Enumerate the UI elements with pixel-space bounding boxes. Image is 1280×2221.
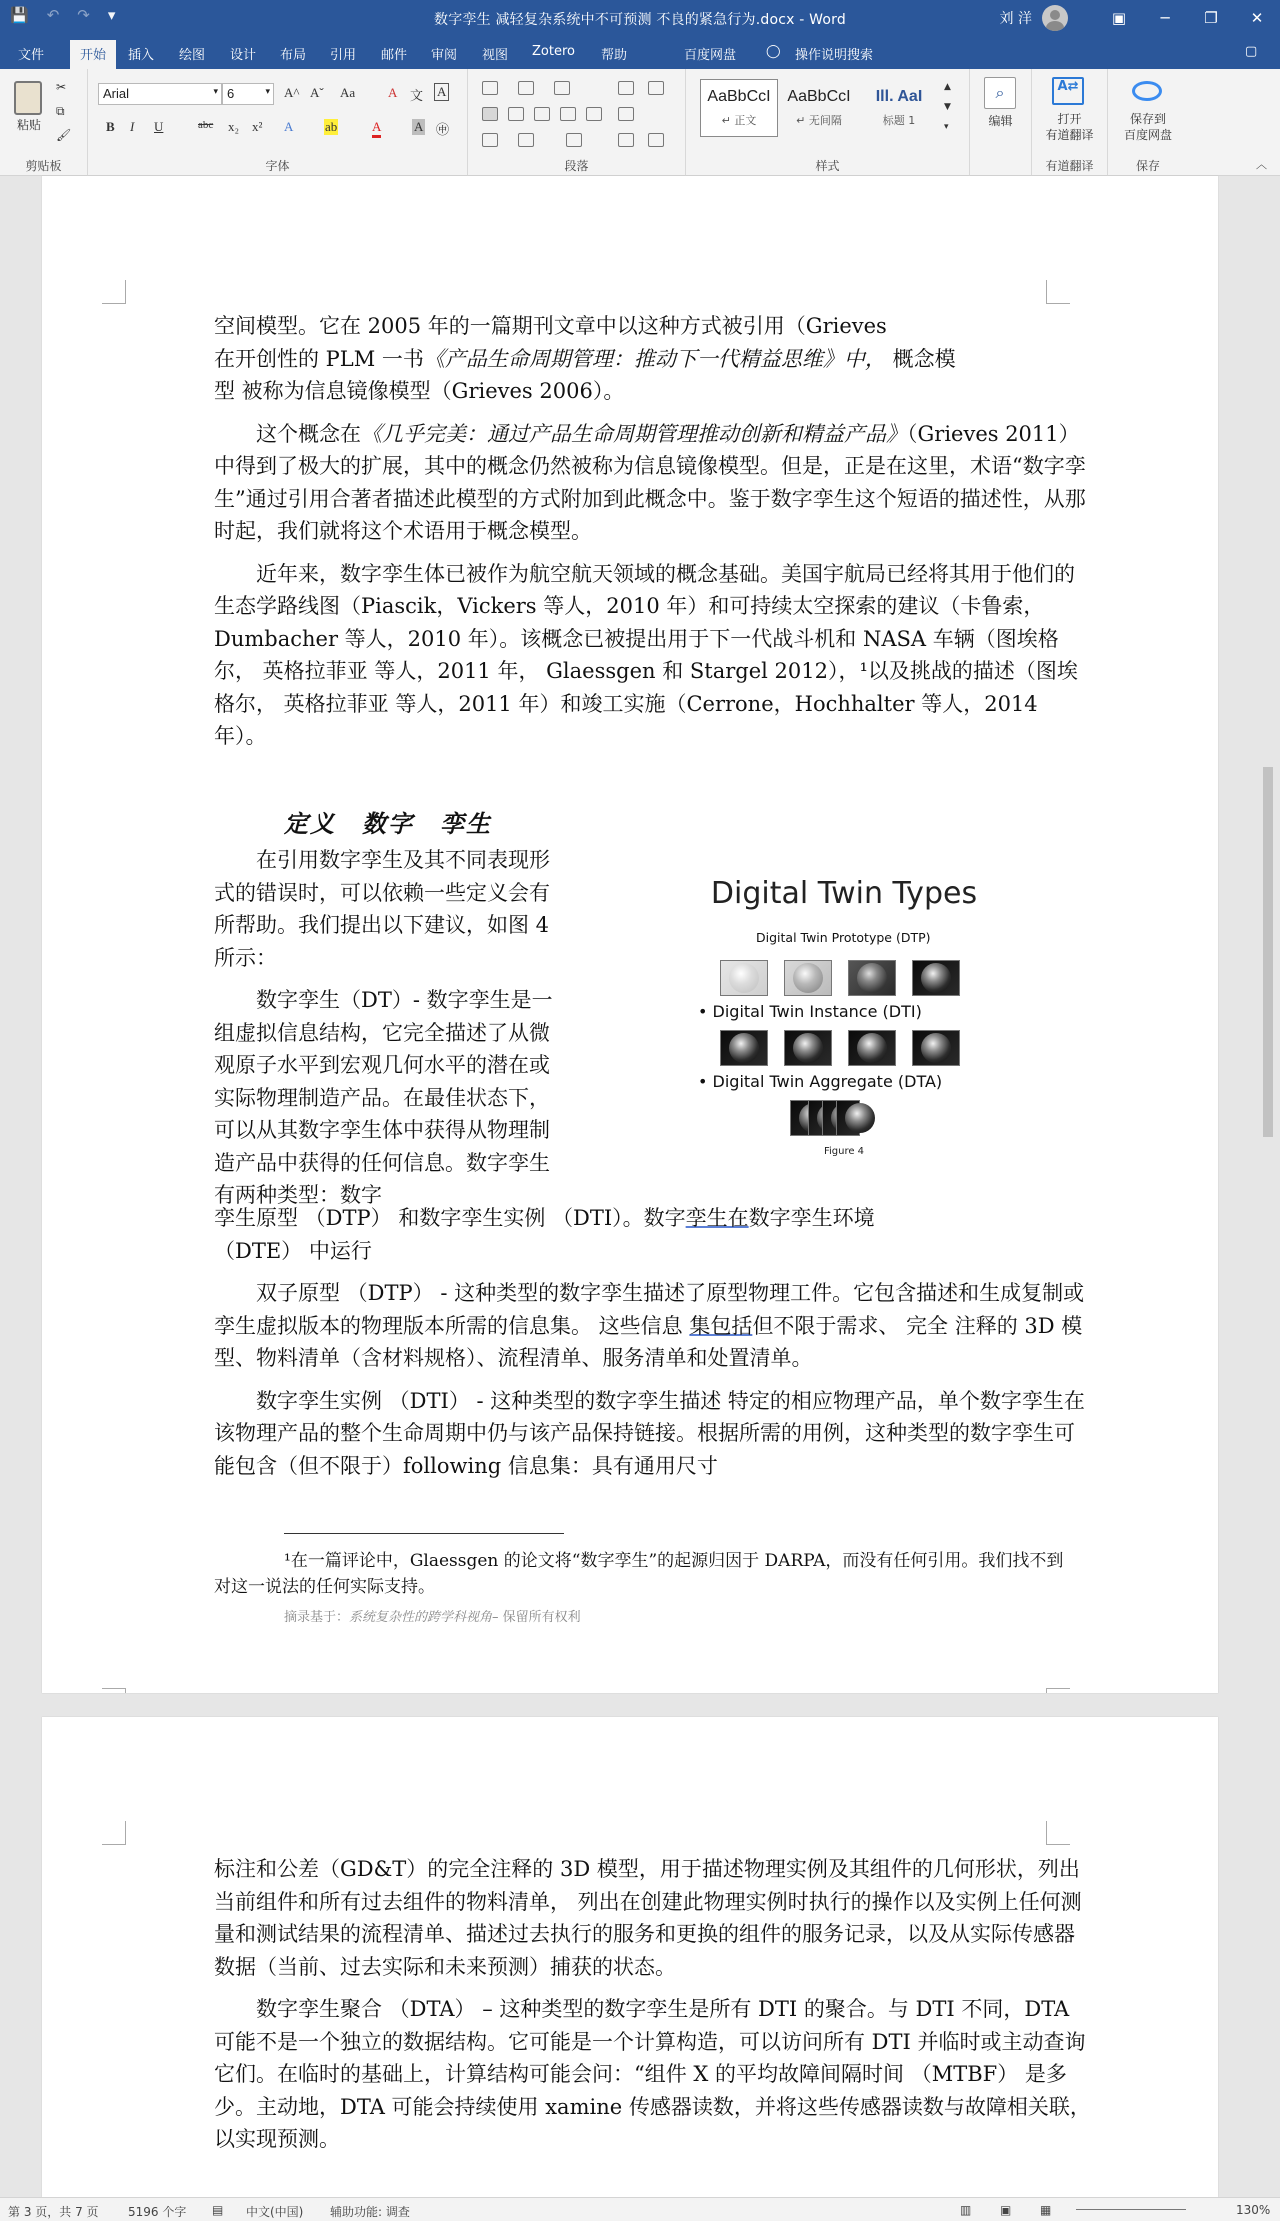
- body-text: [214, 310, 1094, 763]
- grow-font-icon[interactable]: A^: [284, 85, 300, 100]
- tab-view[interactable]: 视图: [482, 48, 509, 63]
- find-icon[interactable]: ⌕: [984, 77, 1016, 109]
- digital-twin-orb-image: [912, 1030, 960, 1066]
- paragraph: 数字孪生（DT）- 数字孪生是一组虚拟信息结构，它完全描述了从微观原子水平到宏观几何水平的潜在或实际物理制造产品。在最佳状态下，可以从其数字孪生体中获得从物理制造产品中获得的任何信息。数字孪生有两种类型：数字: [214, 988, 553, 1207]
- editing-button[interactable]: 编辑: [988, 114, 1013, 128]
- digital-twin-orb-image: [912, 960, 960, 996]
- tab-insert[interactable]: 插入: [128, 48, 155, 63]
- char-border-icon[interactable]: A: [434, 83, 449, 101]
- tab-design[interactable]: 设计: [230, 48, 257, 63]
- style-heading-1[interactable]: [860, 79, 938, 137]
- shading-icon[interactable]: [482, 133, 498, 147]
- web-layout-icon[interactable]: ▦: [1040, 2203, 1052, 2217]
- paste-button[interactable]: 粘贴: [16, 118, 41, 132]
- restore-icon[interactable]: ❐: [1204, 9, 1218, 27]
- sort-icon[interactable]: [618, 133, 634, 147]
- char-shading-icon[interactable]: A: [414, 119, 424, 134]
- close-icon[interactable]: ✕: [1250, 9, 1264, 27]
- bold-button[interactable]: B: [106, 119, 115, 134]
- tab-references[interactable]: 引用: [330, 48, 357, 63]
- superscript-button[interactable]: x²: [252, 119, 263, 134]
- accessibility-status[interactable]: 辅助功能: 调查: [330, 2205, 410, 2219]
- style-sample: AaBbCcI: [787, 88, 851, 105]
- phonetic-guide-icon[interactable]: 文: [410, 88, 424, 103]
- clipboard-group: [0, 69, 88, 176]
- text-run: 孪生原型 （DTP） 和数字孪生实例 （DTI）。数字: [214, 1206, 686, 1230]
- youdao-label: 有道翻译: [1045, 159, 1094, 173]
- digital-twin-orb-image: [848, 1030, 896, 1066]
- paragraph: [214, 418, 1094, 548]
- text-run: 数字孪生环境: [748, 1206, 875, 1230]
- style-no-spacing[interactable]: [780, 79, 858, 137]
- paragraph: 数字孪生实例 （DTI） - 这种类型的数字孪生描述 特定的相应物理产品，单个数字孪生在该物理产品的整个生命周期中仍与该产品保持链接。根据所需的用例，这种类型的数字孪生可能包含（但不限于）following 信息集：具有通用尺寸: [214, 1388, 1085, 1478]
- grammar-flag[interactable]: 孪生在: [685, 1206, 749, 1230]
- baidu-save-label: 保存: [1135, 159, 1160, 173]
- paragraph: [214, 1277, 1094, 1375]
- excerpt-prefix: 摘录基于：: [284, 1610, 350, 1625]
- digital-twin-orb-image: [836, 1100, 860, 1136]
- crop-mark: [102, 1821, 126, 1845]
- paragraph: [214, 310, 1094, 408]
- tab-baidu[interactable]: 百度网盘: [684, 48, 737, 63]
- tab-zotero[interactable]: Zotero: [532, 44, 575, 59]
- paragraph-group: [468, 69, 686, 176]
- styles-scroll-up-icon[interactable]: ▲: [944, 82, 951, 92]
- body-text: [214, 1853, 1094, 2166]
- styles-label: 样式: [815, 159, 840, 173]
- font-color-icon[interactable]: A: [372, 119, 381, 138]
- text-line: 空间模型。它在 2005 年的一篇期刊文章中以这种方式被引用（Grieves: [214, 314, 887, 338]
- footnote-separator: [284, 1533, 564, 1534]
- excerpt-source: 系统复杂性的跨学科视角: [349, 1610, 493, 1625]
- paragraph-label: 段落: [564, 159, 589, 173]
- decrease-indent-icon[interactable]: [618, 81, 634, 95]
- strikethrough-button[interactable]: abc: [198, 119, 214, 131]
- tab-file[interactable]: 文件: [18, 48, 45, 63]
- undo-icon[interactable]: ↶: [46, 6, 60, 24]
- italic-button[interactable]: I: [130, 119, 135, 134]
- highlight-icon[interactable]: ab: [325, 119, 338, 134]
- youdao-open-button[interactable]: 打开 有道翻译: [1045, 112, 1094, 142]
- paragraph: 近年来，数字孪生体已被作为航空航天领域的概念基础。美国宇航局已经将其用于他们的生态学路线图（Piascik，Vickers 等人，2010 年）和可持续太空探索的建议（卡鲁索， Dumbacher 等人，2010 年）。该概念已被提出用于下一代战斗机和 NASA 车辆（图埃格尔， 英格拉菲亚 等人，2011 年， Glaessgen 和 Stargel 2012），¹以及挑战的描述（图埃格尔， 英格拉菲亚 等人，2011 年）和竣工实施（Cerrone，Hochhalter 等人，2014 年）。: [214, 561, 1078, 748]
- share-icon[interactable]: ▢: [1245, 44, 1258, 59]
- line-spacing-icon[interactable]: [618, 107, 634, 121]
- format-painter-icon[interactable]: 🖌: [56, 128, 72, 142]
- change-case-icon[interactable]: Aa: [340, 85, 356, 100]
- text-line: 在开创性的 PLM 一书: [214, 346, 424, 371]
- figure-caption: Figure 4: [823, 1146, 865, 1157]
- text-run: （DTE） 中运行: [214, 1238, 372, 1263]
- page-count[interactable]: 第 3 页，共 7 页: [8, 2205, 99, 2219]
- crop-mark: [102, 280, 126, 304]
- language-indicator[interactable]: 中文(中国): [246, 2205, 304, 2219]
- print-layout-icon[interactable]: ▣: [1000, 2203, 1012, 2217]
- tab-draw[interactable]: 绘图: [179, 48, 206, 63]
- cut-icon[interactable]: ✂: [56, 80, 67, 94]
- editing-group: [970, 69, 1032, 176]
- tab-mailings[interactable]: 邮件: [381, 48, 408, 63]
- enclose-char-icon[interactable]: ㊥: [436, 122, 450, 137]
- paragraph: [214, 1202, 1094, 1267]
- text-run: 双子原型 （DTP） - 这种类型的数字孪生描述了原型物理工件。它包含描述和生成复制或孪生虚拟版本的物理版本所需的信息集。 这些信息: [214, 1281, 1085, 1338]
- increase-indent-icon[interactable]: [648, 81, 664, 95]
- font-size-value: 6: [227, 86, 235, 101]
- crop-mark: [1046, 1688, 1070, 1693]
- user-name[interactable]: 刘 洋: [999, 11, 1032, 27]
- chinese-layout-icon[interactable]: [566, 133, 582, 147]
- paragraph: 数字孪生聚合 （DTA） – 这种类型的数字孪生是所有 DTI 的聚合。与 DTI 不同，DTA 可能不是一个独立的数据结构。它可能是一个计算构造，可以访问所有 DTI 并临时或主动查询它们。在临时的基础上，计算结构可能会问：“组件 X 的平均故障间隔时间 （MTBF） 是多少。主动地，DTA 可能会持续使用 xamine 传感器读数，并将这些传感器读数与故障相关联，以实现预测。: [214, 1997, 1091, 2151]
- figure-dti-label: • Digital Twin Instance (DTI): [698, 1002, 922, 1021]
- body-text-column: [214, 844, 566, 1212]
- ribbon-display-icon[interactable]: ▣: [1111, 9, 1127, 27]
- book-title: 《产品生命周期管理：推动下一代精益思维》中，: [423, 346, 886, 371]
- body-text: [214, 1202, 1094, 1492]
- vertical-scrollbar[interactable]: [1262, 180, 1276, 2190]
- title-bar: [0, 0, 1280, 36]
- tab-help[interactable]: 帮助: [601, 48, 628, 63]
- book-title: 《几乎完美：通过产品生命周期管理推动创新和精益产品》: [361, 421, 907, 446]
- baidu-save-group: [1108, 69, 1188, 176]
- zoom-level[interactable]: 130%: [1236, 2203, 1271, 2217]
- style-sample: Ill. AaI: [875, 88, 923, 105]
- copy-icon[interactable]: ⧉: [56, 104, 65, 118]
- tab-layout[interactable]: 布局: [280, 48, 307, 63]
- digital-twin-orb-image: [720, 1030, 768, 1066]
- style-name: ↵ 正文: [721, 114, 757, 127]
- crop-mark: [1046, 1821, 1070, 1845]
- baidu-save-button[interactable]: 保存到 百度网盘: [1123, 112, 1172, 142]
- lightbulb-icon: ◯: [766, 44, 781, 59]
- paragraph: 在引用数字孪生及其不同表现形式的错误时，可以依赖一些定义会有所帮助。我们提出以下建议，如图 4 所示：: [214, 848, 550, 970]
- paste-icon[interactable]: [14, 81, 42, 115]
- style-normal[interactable]: [700, 79, 778, 137]
- redo-icon[interactable]: ↷: [77, 6, 90, 24]
- grammar-flag[interactable]: 集包括: [689, 1313, 753, 1338]
- style-name: 标题 1: [882, 114, 916, 127]
- text-run: （Grieves 2011）中得到了极大的扩展，其中的概念仍然被称为信息镜像模型。但是，正是在这里，术语“数字孪生”通过引用合著者描述此模型的方式附加到此概念中。鉴于数字孪生这个短语的描述性，从那时起，我们就将这个术语用于概念模型。: [214, 421, 1086, 543]
- text-line: 型 被称为信息镜像模型（Grieves 2006）。: [214, 379, 625, 403]
- figure-dtp-label: Digital Twin Prototype (DTP): [756, 930, 931, 945]
- digital-twin-orb-image: [784, 1030, 832, 1066]
- multilevel-list-icon[interactable]: [554, 81, 570, 95]
- zoom-slider[interactable]: [1076, 2209, 1186, 2210]
- font-family-value: Arial: [103, 86, 130, 101]
- crop-mark: [1046, 280, 1070, 304]
- crop-mark: [102, 1688, 126, 1693]
- document-title: 数字孪生 减轻复杂系统中不可预测 不良的紧急行为.docx - Word: [434, 12, 846, 28]
- document-page: [42, 1717, 1218, 2197]
- show-marks-icon[interactable]: [648, 133, 664, 147]
- numbering-icon[interactable]: [518, 81, 534, 95]
- digital-twin-orb-image: [848, 960, 896, 996]
- style-name: ↵ 无间隔: [796, 114, 842, 127]
- document-page: [42, 176, 1218, 1693]
- clear-format-icon[interactable]: A: [388, 85, 398, 100]
- tell-me-search[interactable]: 操作说明搜索: [795, 48, 874, 63]
- excerpt-suffix: – 保留所有权利: [492, 1610, 581, 1625]
- align-right-icon[interactable]: [534, 107, 550, 121]
- underline-button[interactable]: U: [154, 119, 164, 134]
- font-family-select[interactable]: Arial ▾: [98, 83, 222, 105]
- figure-dta-label: • Digital Twin Aggregate (DTA): [698, 1072, 943, 1091]
- digital-twin-orb-image: [720, 960, 768, 996]
- baidu-cloud-icon: [1132, 81, 1162, 101]
- justify-icon[interactable]: [560, 107, 576, 121]
- distributed-icon[interactable]: [586, 107, 602, 121]
- word-count[interactable]: 5196 个字: [128, 2205, 187, 2219]
- status-bar: [0, 2197, 1280, 2221]
- section-heading: 定义 数字 孪生: [284, 809, 492, 838]
- font-label: 字体: [265, 159, 290, 173]
- avatar[interactable]: [1042, 5, 1068, 31]
- borders-icon[interactable]: [518, 133, 534, 147]
- text-run: 但不限于需求、 完全 注释的 3D 模型、物料清单（含材料规格）、流程清单、服务清单和处置清单。: [214, 1313, 1083, 1370]
- youdao-group: [1032, 69, 1108, 176]
- text-line: 概念模: [885, 346, 956, 371]
- font-size-select[interactable]: 6 ▾: [222, 83, 274, 105]
- tab-review[interactable]: 审阅: [431, 48, 458, 63]
- ribbon-tabs: [0, 36, 1280, 69]
- figure-title: Digital Twin Types: [710, 876, 978, 911]
- scrollbar-thumb[interactable]: [1263, 767, 1273, 1137]
- customize-icon[interactable]: ▾: [107, 6, 116, 24]
- shrink-font-icon[interactable]: Aˇ: [310, 85, 324, 100]
- read-mode-icon[interactable]: ▥: [960, 2203, 972, 2217]
- font-group: [88, 69, 468, 176]
- text-effects-icon[interactable]: A: [284, 119, 294, 134]
- clipboard-label: 剪贴板: [25, 159, 62, 173]
- subscript-button[interactable]: x₂: [228, 119, 240, 134]
- paragraph: 标注和公差（GD&T）的完全注释的 3D 模型，用于描述物理实例及其组件的几何形状，列出当前组件和所有过去组件的物料清单， 列出在创建此物理实例时执行的操作以及实例上任何测量和测试结果的流程清单、描述过去执行的服务和更换的组件的服务记录，以及从实际传感器数据（当前、过去实际和未来预测）捕获的状态。: [214, 1857, 1082, 1979]
- collapse-ribbon-icon[interactable]: ︿: [1256, 158, 1267, 171]
- styles-more-icon[interactable]: ▾: [944, 122, 949, 132]
- style-sample: AaBbCcI: [707, 88, 771, 105]
- figure-digital-twin-types[interactable]: [624, 876, 1064, 1166]
- youdao-translate-icon: A⇄: [1052, 77, 1084, 105]
- minimize-icon[interactable]: ─: [1160, 9, 1170, 27]
- footnote: ¹在一篇评论中，Glaessgen 的论文将“数字孪生”的起源归因于 DARPA，而没有任何引用。我们找不到对这一说法的任何实际支持。: [214, 1551, 1064, 1597]
- save-icon[interactable]: 💾: [10, 6, 29, 24]
- digital-twin-orb-image: [784, 960, 832, 996]
- align-center-icon[interactable]: [508, 107, 524, 121]
- bullets-icon[interactable]: [482, 81, 498, 95]
- proofing-icon[interactable]: ▤: [212, 2203, 224, 2217]
- tab-home[interactable]: 开始: [70, 40, 116, 69]
- text-run: 这个概念在: [256, 421, 361, 446]
- ribbon: [0, 69, 1280, 176]
- styles-scroll-down-icon[interactable]: ▼: [944, 102, 951, 112]
- excerpt-note: [284, 1606, 581, 1625]
- styles-group: [686, 69, 970, 176]
- align-left-icon[interactable]: [482, 107, 498, 121]
